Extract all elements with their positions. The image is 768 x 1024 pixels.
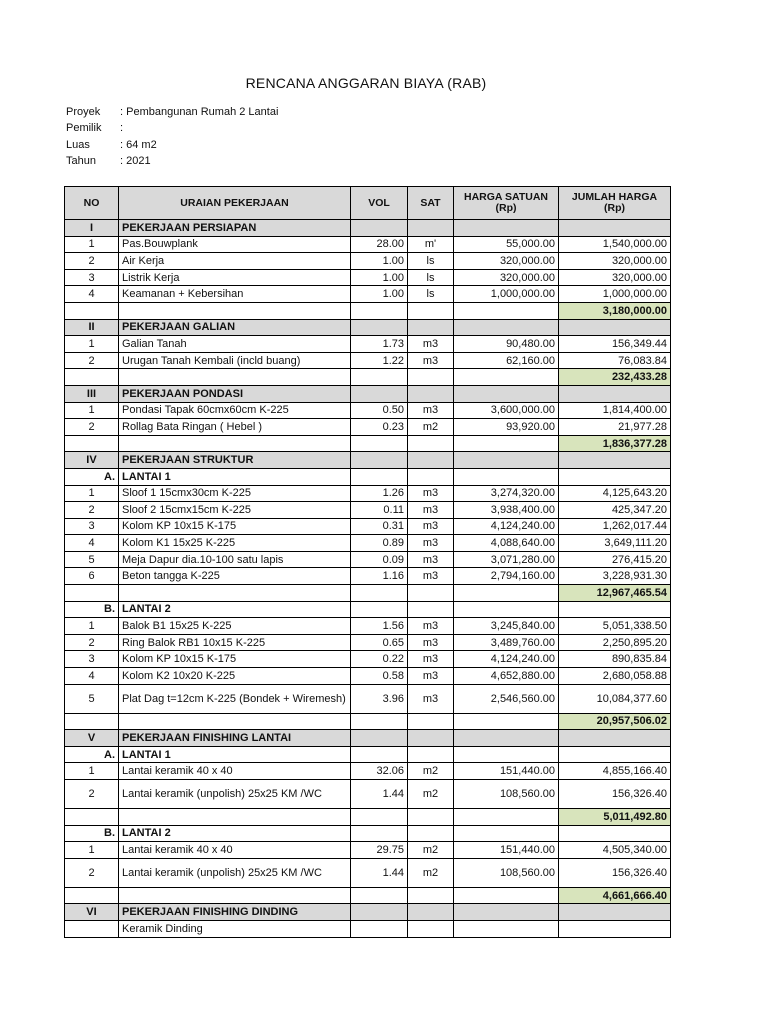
subsection-name: LANTAI 1 <box>119 746 351 763</box>
item-vol: 1.00 <box>351 286 408 303</box>
col-header-no: NO <box>65 187 119 220</box>
item-name: Lantai keramik 40 x 40 <box>119 763 351 780</box>
section-no: I <box>65 220 119 237</box>
subtotal-row <box>65 369 671 386</box>
section-row <box>65 220 671 237</box>
item-harga: 3,071,280.00 <box>454 551 559 568</box>
item-harga: 4,124,240.00 <box>454 518 559 535</box>
meta-value: : 64 m2 <box>120 138 157 151</box>
item-no: 5 <box>65 684 119 713</box>
section-name: PEKERJAAN STRUKTUR <box>119 452 351 469</box>
item-name: Kolom KP 10x15 K-175 <box>119 651 351 668</box>
item-name: Plat Dag t=12cm K-225 (Bondek + Wiremesh) <box>119 684 351 713</box>
item-vol: 0.89 <box>351 535 408 552</box>
item-harga: 2,794,160.00 <box>454 568 559 585</box>
item-jumlah: 10,084,377.60 <box>559 684 671 713</box>
table-row <box>65 668 671 685</box>
item-vol: 1.22 <box>351 352 408 369</box>
item-vol: 1.44 <box>351 780 408 809</box>
col-header-jumlah: JUMLAH HARGA (Rp) <box>559 187 671 220</box>
item-no: 2 <box>65 502 119 519</box>
item-sat: m3 <box>408 568 454 585</box>
item-vol: 1.56 <box>351 618 408 635</box>
item-no: 1 <box>65 336 119 353</box>
item-name: Pas.Bouwplank <box>119 236 351 253</box>
item-vol <box>351 920 408 937</box>
item-harga: 3,600,000.00 <box>454 402 559 419</box>
item-no: 4 <box>65 286 119 303</box>
meta-row-proyek <box>66 104 278 120</box>
item-no: 1 <box>65 618 119 635</box>
subsection-row <box>65 468 671 485</box>
meta-row-luas <box>66 137 278 153</box>
item-jumlah: 276,415.20 <box>559 551 671 568</box>
table-header-row <box>65 187 671 220</box>
item-harga: 3,938,400.00 <box>454 502 559 519</box>
item-harga: 320,000.00 <box>454 269 559 286</box>
subsection-row <box>65 601 671 618</box>
table-row <box>65 551 671 568</box>
item-jumlah: 5,051,338.50 <box>559 618 671 635</box>
item-harga <box>454 920 559 937</box>
item-sat: m2 <box>408 763 454 780</box>
item-vol: 1.26 <box>351 485 408 502</box>
item-harga: 4,652,880.00 <box>454 668 559 685</box>
item-name: Lantai keramik (unpolish) 25x25 KM /WC <box>119 780 351 809</box>
item-no: 4 <box>65 535 119 552</box>
item-name: Keamanan + Kebersihan <box>119 286 351 303</box>
item-jumlah: 1,540,000.00 <box>559 236 671 253</box>
section-row <box>65 452 671 469</box>
col-header-sat: SAT <box>408 187 454 220</box>
item-sat: m3 <box>408 518 454 535</box>
subtotal-row <box>65 809 671 826</box>
section-no: IV <box>65 452 119 469</box>
item-name: Balok B1 15x25 K-225 <box>119 618 351 635</box>
item-vol: 1.16 <box>351 568 408 585</box>
item-jumlah: 4,855,166.40 <box>559 763 671 780</box>
item-name: Sloof 2 15cmx15cm K-225 <box>119 502 351 519</box>
section-row <box>65 385 671 402</box>
item-jumlah: 320,000.00 <box>559 269 671 286</box>
subsection-no: B. <box>65 825 119 842</box>
item-harga: 55,000.00 <box>454 236 559 253</box>
table-row <box>65 651 671 668</box>
item-jumlah: 4,505,340.00 <box>559 842 671 859</box>
item-sat: m2 <box>408 419 454 436</box>
item-jumlah: 156,326.40 <box>559 858 671 887</box>
item-sat: m2 <box>408 780 454 809</box>
table-row <box>65 858 671 887</box>
item-harga: 151,440.00 <box>454 842 559 859</box>
meta-value: : 2021 <box>120 154 151 167</box>
table-row <box>65 535 671 552</box>
item-name: Keramik Dinding <box>119 920 351 937</box>
table-row <box>65 502 671 519</box>
table-row <box>65 618 671 635</box>
item-sat: ls <box>408 286 454 303</box>
item-no: 2 <box>65 858 119 887</box>
item-sat: ls <box>408 269 454 286</box>
item-name: Sloof 1 15cmx30cm K-225 <box>119 485 351 502</box>
item-harga: 3,489,760.00 <box>454 634 559 651</box>
meta-row-pemilik <box>66 120 278 136</box>
item-name: Lantai keramik (unpolish) 25x25 KM /WC <box>119 858 351 887</box>
item-no: 2 <box>65 780 119 809</box>
subtotal-row <box>65 302 671 319</box>
item-jumlah: 3,649,111.20 <box>559 535 671 552</box>
item-jumlah: 156,349.44 <box>559 336 671 353</box>
table-row <box>65 236 671 253</box>
item-sat: m3 <box>408 684 454 713</box>
table-row <box>65 336 671 353</box>
subsection-no: A. <box>65 468 119 485</box>
project-info <box>66 104 278 169</box>
item-no <box>65 920 119 937</box>
subtotal-value: 3,180,000.00 <box>559 302 671 319</box>
section-no: V <box>65 730 119 747</box>
item-sat: m3 <box>408 336 454 353</box>
item-jumlah: 21,977.28 <box>559 419 671 436</box>
item-vol: 0.58 <box>351 668 408 685</box>
item-sat: m3 <box>408 551 454 568</box>
item-vol: 0.50 <box>351 402 408 419</box>
subtotal-value: 20,957,506.02 <box>559 713 671 730</box>
subsection-row <box>65 825 671 842</box>
document-title: RENCANA ANGGARAN BIAYA (RAB) <box>245 75 487 91</box>
item-jumlah: 1,814,400.00 <box>559 402 671 419</box>
table-row <box>65 568 671 585</box>
meta-value: : Pembangunan Rumah 2 Lantai <box>120 106 279 118</box>
section-no: VI <box>65 904 119 921</box>
item-harga: 62,160.00 <box>454 352 559 369</box>
subtotal-value: 232,433.28 <box>559 369 671 386</box>
item-harga: 108,560.00 <box>454 780 559 809</box>
item-no: 1 <box>65 842 119 859</box>
subsection-name: LANTAI 1 <box>119 468 351 485</box>
item-jumlah: 76,083.84 <box>559 352 671 369</box>
item-name: Lantai keramik 40 x 40 <box>119 842 351 859</box>
item-sat: m' <box>408 236 454 253</box>
item-harga: 4,088,640.00 <box>454 535 559 552</box>
item-harga: 4,124,240.00 <box>454 651 559 668</box>
subsection-name: LANTAI 2 <box>119 825 351 842</box>
item-vol: 1.00 <box>351 253 408 270</box>
item-name: Air Kerja <box>119 253 351 270</box>
item-vol: 0.11 <box>351 502 408 519</box>
table-row <box>65 920 671 937</box>
table-row <box>65 352 671 369</box>
table-row <box>65 763 671 780</box>
item-sat: m3 <box>408 352 454 369</box>
item-no: 5 <box>65 551 119 568</box>
section-row <box>65 319 671 336</box>
item-vol: 29.75 <box>351 842 408 859</box>
item-name: Beton tangga K-225 <box>119 568 351 585</box>
item-sat: m3 <box>408 402 454 419</box>
item-no: 1 <box>65 485 119 502</box>
item-vol: 1.73 <box>351 336 408 353</box>
item-sat: m3 <box>408 634 454 651</box>
item-name: Meja Dapur dia.10-100 satu lapis <box>119 551 351 568</box>
item-jumlah: 156,326.40 <box>559 780 671 809</box>
item-sat: m2 <box>408 842 454 859</box>
table-row <box>65 842 671 859</box>
item-sat: m3 <box>408 502 454 519</box>
item-vol: 0.23 <box>351 419 408 436</box>
item-jumlah: 425,347.20 <box>559 502 671 519</box>
item-no: 1 <box>65 402 119 419</box>
item-harga: 3,245,840.00 <box>454 618 559 635</box>
table-row <box>65 518 671 535</box>
rab-table <box>64 186 671 938</box>
item-vol: 3.96 <box>351 684 408 713</box>
item-vol: 32.06 <box>351 763 408 780</box>
item-vol: 0.31 <box>351 518 408 535</box>
subtotal-value: 5,011,492.80 <box>559 809 671 826</box>
item-jumlah: 1,000,000.00 <box>559 286 671 303</box>
item-name: Kolom KP 10x15 K-175 <box>119 518 351 535</box>
item-name: Kolom K1 15x25 K-225 <box>119 535 351 552</box>
section-name: PEKERJAAN PERSIAPAN <box>119 220 351 237</box>
table-row <box>65 485 671 502</box>
item-jumlah: 4,125,643.20 <box>559 485 671 502</box>
section-name: PEKERJAAN FINISHING LANTAI <box>119 730 351 747</box>
item-no: 3 <box>65 651 119 668</box>
item-no: 1 <box>65 236 119 253</box>
col-header-harga: HARGA SATUAN (Rp) <box>454 187 559 220</box>
table-row <box>65 780 671 809</box>
section-name: PEKERJAAN GALIAN <box>119 319 351 336</box>
item-sat <box>408 920 454 937</box>
table-row <box>65 634 671 651</box>
item-harga: 108,560.00 <box>454 858 559 887</box>
item-sat: m2 <box>408 858 454 887</box>
section-name: PEKERJAAN FINISHING DINDING <box>119 904 351 921</box>
table-row <box>65 419 671 436</box>
subtotal-value: 12,967,465.54 <box>559 585 671 602</box>
item-vol: 1.00 <box>351 269 408 286</box>
item-sat: m3 <box>408 668 454 685</box>
item-vol: 28.00 <box>351 236 408 253</box>
table-row <box>65 402 671 419</box>
item-name: Listrik Kerja <box>119 269 351 286</box>
meta-label: Pemilik <box>66 122 102 135</box>
item-name: Urugan Tanah Kembali (incld buang) <box>119 352 351 369</box>
item-name: Ring Balok RB1 10x15 K-225 <box>119 634 351 651</box>
table-row <box>65 253 671 270</box>
meta-row-tahun <box>66 153 278 169</box>
item-no: 6 <box>65 568 119 585</box>
col-header-uraian: URAIAN PEKERJAAN <box>119 187 351 220</box>
subtotal-row <box>65 713 671 730</box>
subtotal-value: 4,661,666.40 <box>559 887 671 904</box>
section-no: III <box>65 385 119 402</box>
subsection-no: A. <box>65 746 119 763</box>
item-name: Kolom K2 10x20 K-225 <box>119 668 351 685</box>
table-row <box>65 286 671 303</box>
item-sat: m3 <box>408 618 454 635</box>
subtotal-row <box>65 585 671 602</box>
item-harga: 2,546,560.00 <box>454 684 559 713</box>
subtotal-value: 1,836,377.28 <box>559 435 671 452</box>
subsection-row <box>65 746 671 763</box>
subsection-name: LANTAI 2 <box>119 601 351 618</box>
item-jumlah: 320,000.00 <box>559 253 671 270</box>
item-harga: 3,274,320.00 <box>454 485 559 502</box>
item-harga: 151,440.00 <box>454 763 559 780</box>
meta-value: : <box>120 122 124 135</box>
section-row <box>65 904 671 921</box>
item-name: Rollag Bata Ringan ( Hebel ) <box>119 419 351 436</box>
item-jumlah: 2,250,895.20 <box>559 634 671 651</box>
item-sat: ls <box>408 253 454 270</box>
item-harga: 1,000,000.00 <box>454 286 559 303</box>
item-vol: 1.44 <box>351 858 408 887</box>
section-name: PEKERJAAN PONDASI <box>119 385 351 402</box>
item-sat: m3 <box>408 651 454 668</box>
meta-label: Tahun <box>66 154 96 167</box>
meta-label: Luas <box>66 138 90 151</box>
subtotal-row <box>65 887 671 904</box>
subtotal-row <box>65 435 671 452</box>
meta-label: Proyek <box>66 106 101 118</box>
item-no: 2 <box>65 634 119 651</box>
item-jumlah: 2,680,058.88 <box>559 668 671 685</box>
item-jumlah: 1,262,017.44 <box>559 518 671 535</box>
item-no: 1 <box>65 763 119 780</box>
item-harga: 90,480.00 <box>454 336 559 353</box>
item-harga: 320,000.00 <box>454 253 559 270</box>
item-no: 2 <box>65 419 119 436</box>
item-vol: 0.22 <box>351 651 408 668</box>
item-name: Galian Tanah <box>119 336 351 353</box>
item-jumlah: 3,228,931.30 <box>559 568 671 585</box>
item-sat: m3 <box>408 485 454 502</box>
item-jumlah <box>559 920 671 937</box>
item-vol: 0.65 <box>351 634 408 651</box>
item-no: 3 <box>65 518 119 535</box>
item-no: 2 <box>65 253 119 270</box>
table-row <box>65 684 671 713</box>
item-harga: 93,920.00 <box>454 419 559 436</box>
item-no: 4 <box>65 668 119 685</box>
item-name: Pondasi Tapak 60cmx60cm K-225 <box>119 402 351 419</box>
item-no: 3 <box>65 269 119 286</box>
col-header-vol: VOL <box>351 187 408 220</box>
section-row <box>65 730 671 747</box>
item-vol: 0.09 <box>351 551 408 568</box>
section-no: II <box>65 319 119 336</box>
item-no: 2 <box>65 352 119 369</box>
subsection-no: B. <box>65 601 119 618</box>
item-sat: m3 <box>408 535 454 552</box>
item-jumlah: 890,835.84 <box>559 651 671 668</box>
table-row <box>65 269 671 286</box>
